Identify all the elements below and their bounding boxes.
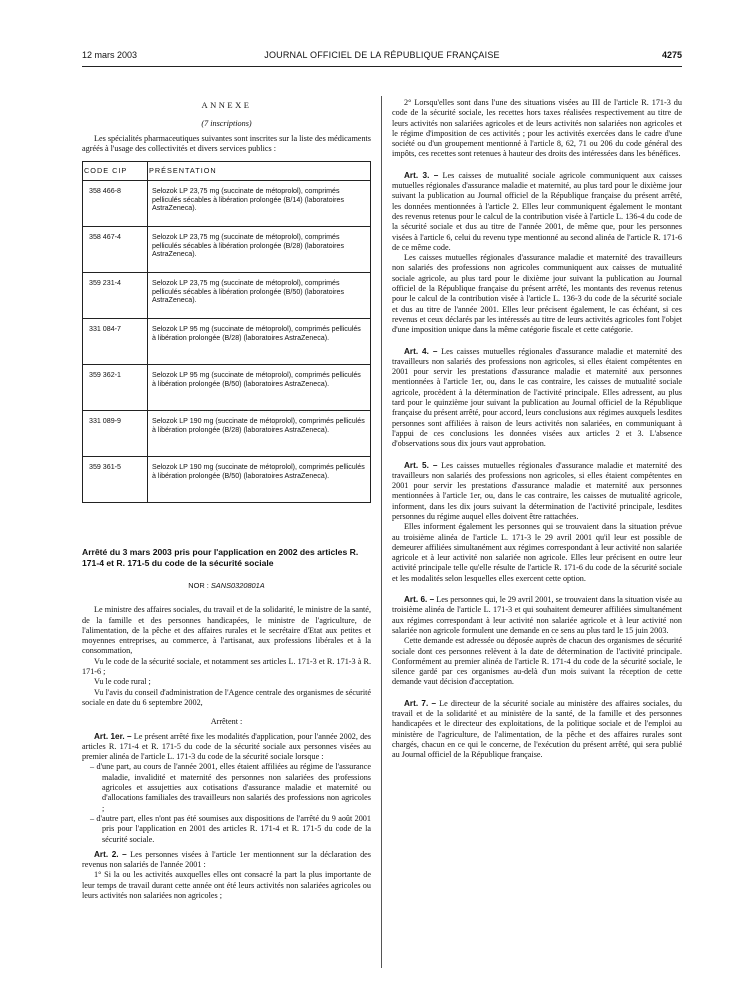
cell-code: 358 466-8 [83,181,148,227]
cell-presentation: Selozok LP 95 mg (succinate de métoprolol), comprimés pelliculés à libération prolongée (B/50) (laboratoires AstraZeneca). [148,365,371,411]
table-row [83,457,371,503]
article-6 [392,595,682,636]
cell-presentation: Selozok LP 190 mg (succinate de métoprolol), comprimés pelliculés à libération prolongée (B/28) (laboratoires AstraZeneca). [148,411,371,457]
article-2-point-2: 2° Lorsqu'elles sont dans l'une des situations visées au III de l'article R. 171-3 du code de la sécurité sociale, les recettes hors taxes réalisées respectivement au titre de leurs activités non salariées agricoles et de leurs activités non salariées non agricoles et le régime d'imposition de ces activités ; pour les activités exercées dans le cadre d'une société ou d'un groupement mentionné à l'article 8, 62, 71 ou 206 du code général des impôts, ces recettes sont retenues à hauteur des droits des intéressées dans les bénéfices. [392,98,682,159]
medicines-table [82,161,371,503]
article-3-text: Les caisses de mutualité sociale agricole communiquent aux caisses mutuelles régionales d'assurance maladie et maternité, au plus tard pour le dixième jour suivant la publication au Journal officiel de la République française du présent arrêté, les données mentionnées à l'article 2. Elles leur communiquent également le montant des revenus retenus pour le calcul de la contribution visée à l'article L. 136-4 du code de la sécurité sociale et dus au titre de l'année 2001, de même que, pour les personnes visées à l'article 6, celui du revenu type mentionné au second alinéa de l'article R. 171-6 de ce même code. [392,170,682,252]
table-row [83,227,371,273]
nor-label: NOR : [188,581,209,590]
article-7-text: Le directeur de la sécurité sociale au ministère des affaires sociales, du travail et de la solidarité et au ministère de la santé, de la famille et des personnes handicapées et le directeur des exploitations, de la politique sociale et de l'emploi au ministère de l'agriculture, de l'alimentation, de la pêche et des affaires rurales sont chargés, chacun en ce qui le concerne, de l'exécution du présent arrêté, qui sera publié au Journal officiel de la République française. [392,698,682,760]
table-row [83,365,371,411]
table-row [83,411,371,457]
visa-code-rural: Vu le code rural ; [94,677,151,687]
left-column [82,96,371,901]
article-4 [392,347,682,450]
nor-reference [82,581,371,591]
header-date: 12 mars 2003 [82,50,138,60]
header-journal-title: JOURNAL OFFICIEL DE LA RÉPUBLIQUE FRANÇAISE [264,50,500,60]
article-1-label: Art. 1er. – [94,731,132,741]
table-header-row [83,162,371,181]
annexe-intro: Les spécialités pharmaceutiques suivantes sont inscrites sur la liste des médicaments agréés à l'usage des collectivités et divers services publics : [82,133,371,153]
column-divider [381,96,382,968]
article-6-paragraph-2: Cette demande est adressée ou déposée auprès de chacun des organismes de sécurité sociale dont ces personnes relèvent à la date de détermination de l'activité principale. Conformément au premier alinéa de l'article R. 171-4 du code de la sécurité sociale, le silence gardé par ces organismes au-delà d'un mois suivant la réception de cette demande vaut décision d'acceptation. [392,636,682,687]
article-5-text: Les caisses mutuelles régionales d'assurance maladie et maternité des travailleurs non salariés des professions non agricoles, si elles étaient compétentes en 2001 pour servir les prestations d'assurance maladie et maternité aux personnes mentionnées à l'article 1er, ou, dans le cas contraire, les caisses de mutualité agricole, informent, dans les dix jours suivant la détermination de l'activité principale, lesdites personnes du régime auquel elles doivent être rattachées. [392,460,682,521]
header-presentation: PRÉSENTATION [148,162,371,181]
cell-presentation: Selozok LP 23,75 mg (succinate de métoprolol), comprimés pelliculés sécables à libération prolongée (B/28) (laboratoires AstraZeneca). [148,227,371,273]
header-page-number: 4275 [661,50,682,60]
cell-code: 359 361-5 [83,457,148,503]
annexe-title: ANNEXE [201,100,252,110]
article-5 [392,461,682,523]
article-5-paragraph-2: Elles informent également les personnes qui se trouvaient dans la situation prévue au troisième alinéa de l'article L. 171-3 le 29 avril 2001 qu'il leur est possible de demeurer affiliées simultanément aux régimes correspondant à leur activité non salariée agricole et à leur activité non salariée non agricole. Elles leur précisent en outre leur activité principale telle qu'elle résulte de l'article R. 171-6 du code de la sécurité sociale et les modalités selon lesquelles elles exercent cette option. [392,522,682,583]
arretent-label: Arrêtent : [210,717,243,727]
cell-presentation: Selozok LP 23,75 mg (succinate de métoprolol), comprimés pelliculés sécables à libération prolongée (B/50) (laboratoires AstraZeneca). [148,273,371,319]
cell-code: 358 467-4 [83,227,148,273]
article-1-item: – d'une part, au cours de l'année 2001, elles étaient affiliées au régime de l'assurance maladie, invalidité et maternité des personnes non salariées des professions agricoles et assujetties aux cotisations d'assurance maladie et maternité ou d'allocations familiales des travailleurs non salariés des professions non agricoles ; [90,762,371,813]
article-2-label: Art. 2. – [94,849,127,859]
article-3-paragraph-2: Les caisses mutuelles régionales d'assurance maladie et maternité des travailleurs non salariés des professions non agricoles communiquent aux caisses de mutualité sociale agricole, au plus tard pour le dixième jour suivant la publication au Journal officiel de la République française du présent arrêté, les montants des revenus retenus pour le calcul de la contribution visée à l'article L. 136-3 du code de la sécurité sociale et dus au titre de l'année 2001. Elles leur précisent également, le cas échéant, si ces revenus et ceux déclarés par les intéressés au titre de leurs activités agricoles font l'objet d'une imposition unique dans la même catégorie fiscale et cette catégorie. [392,253,682,335]
article-3-label: Art. 3. – [404,170,439,180]
nor-code: SANS0320801A [210,581,265,590]
article-1-item: – d'autre part, elles n'ont pas été soumises aux dispositions de l'arrêté du 9 août 2001 pris pour l'application en 2001 des articles R. 171-4 et R. 171-5 du code de la sécurité sociale. [90,813,371,844]
cell-code: 331 084-7 [83,319,148,365]
cell-code: 331 089-9 [83,411,148,457]
right-column [392,98,682,761]
visa-code-securite-sociale: Vu le code de la sécurité sociale, et notamment ses articles L. 171-3 et R. 171-3 à R. 171-6 ; [82,656,371,677]
table-row [83,273,371,319]
cell-presentation: Selozok LP 23,75 mg (succinate de métoprolol), comprimés pelliculés sécables à libération prolongée (B/14) (laboratoires AstraZeneca). [148,181,371,227]
arrete-title: Arrêté du 3 mars 2003 pris pour l'application en 2002 des articles R. 171-4 et R. 171-5 du code de la sécurité sociale [82,547,359,568]
article-6-label: Art. 6. – [404,595,435,605]
cell-code: 359 362-1 [83,365,148,411]
article-2-point-1: 1° Si la ou les activités auxquelles elles ont consacré la part la plus importante de leur temps de travail durant cette année ont été leurs activités non salariées agricoles ou leurs activités non salariées non agricoles ; [82,870,371,901]
article-3 [392,171,682,253]
table-row [83,181,371,227]
article-7-label: Art. 7. – [404,698,437,708]
header-code-cip: CODE CIP [83,162,148,181]
table-row [83,319,371,365]
annexe-subtitle: (7 inscriptions) [201,119,252,129]
page-header [82,50,682,64]
article-4-label: Art. 4. – [404,346,438,356]
article-5-label: Art. 5. – [404,460,438,470]
cell-presentation: Selozok LP 190 mg (succinate de métoprolol), comprimés pelliculés à libération prolongée (B/50) (laboratoires AstraZeneca). [148,457,371,503]
article-1-text: Le présent arrêté fixe les modalités d'application, pour l'année 2002, des articles R. 171-4 et R. 171-5 du code de la sécurité sociale aux personnes visées au premier alinéa de l'article L. 171-3 du code de la sécurité sociale lorsque : [82,731,371,762]
article-7 [392,699,682,761]
article-2 [82,850,371,871]
article-1 [82,732,371,763]
visa-ministers: Le ministre des affaires sociales, du travail et de la solidarité, le ministre de la santé, de la famille et des personnes handicapées, le ministre de l'agriculture, de l'alimentation, de la pêche et des affaires rurales et le secrétaire d'Etat aux petites et moyennes entreprises, au commerce, à l'artisanat, aux professions libérales et à la consommation, [82,605,371,656]
header-rule [82,66,682,67]
cell-code: 359 231-4 [83,273,148,319]
article-2-text: Les personnes visées à l'article 1er mentionnent sur la déclaration des revenus non salariés de l'année 2001 : [82,849,371,870]
article-6-text: Les personnes qui, le 29 avril 2001, se trouvaient dans la situation visée au troisième alinéa de l'article L. 171-3 et qui souhaitent demeurer affiliées simultanément aux régimes correspondant à leur activité non salariée agricole et à leur activité non salariée non agricole formulent une demande en ce sens au plus tard le 15 juin 2003. [392,595,683,635]
cell-presentation: Selozok LP 95 mg (succinate de métoprolol), comprimés pelliculés à libération prolongée (B/28) (laboratoires AstraZeneca). [148,319,371,365]
visa-avis-acoss: Vu l'avis du conseil d'administration de l'Agence centrale des organismes de sécurité sociale en date du 6 septembre 2002, [82,687,371,707]
article-4-text: Les caisses mutuelles régionales d'assurance maladie et maternité des travailleurs non salariés des professions non agricoles, si elles étaient compétentes en 2001 pour servir les prestations d'assurance maladie et maternité aux personnes mentionnées à l'article 1er, ou, dans le cas contraire, les caisses de mutualité sociale agricole, procèdent à la détermination de l'activité principale. Elles adressent, au plus tard pour le quinzième jour suivant la publication au Journal officiel de la République française du présent arrêté, pour accord, leurs conclusions aux régimes auxquels lesdites personnes sont affiliées à raison de leurs activités non salariées, en communiquant à l'appui de ces conclusions les données visées aux articles 2 et 3. L'absence d'observations sous dix jours vaut approbation. [392,346,682,449]
